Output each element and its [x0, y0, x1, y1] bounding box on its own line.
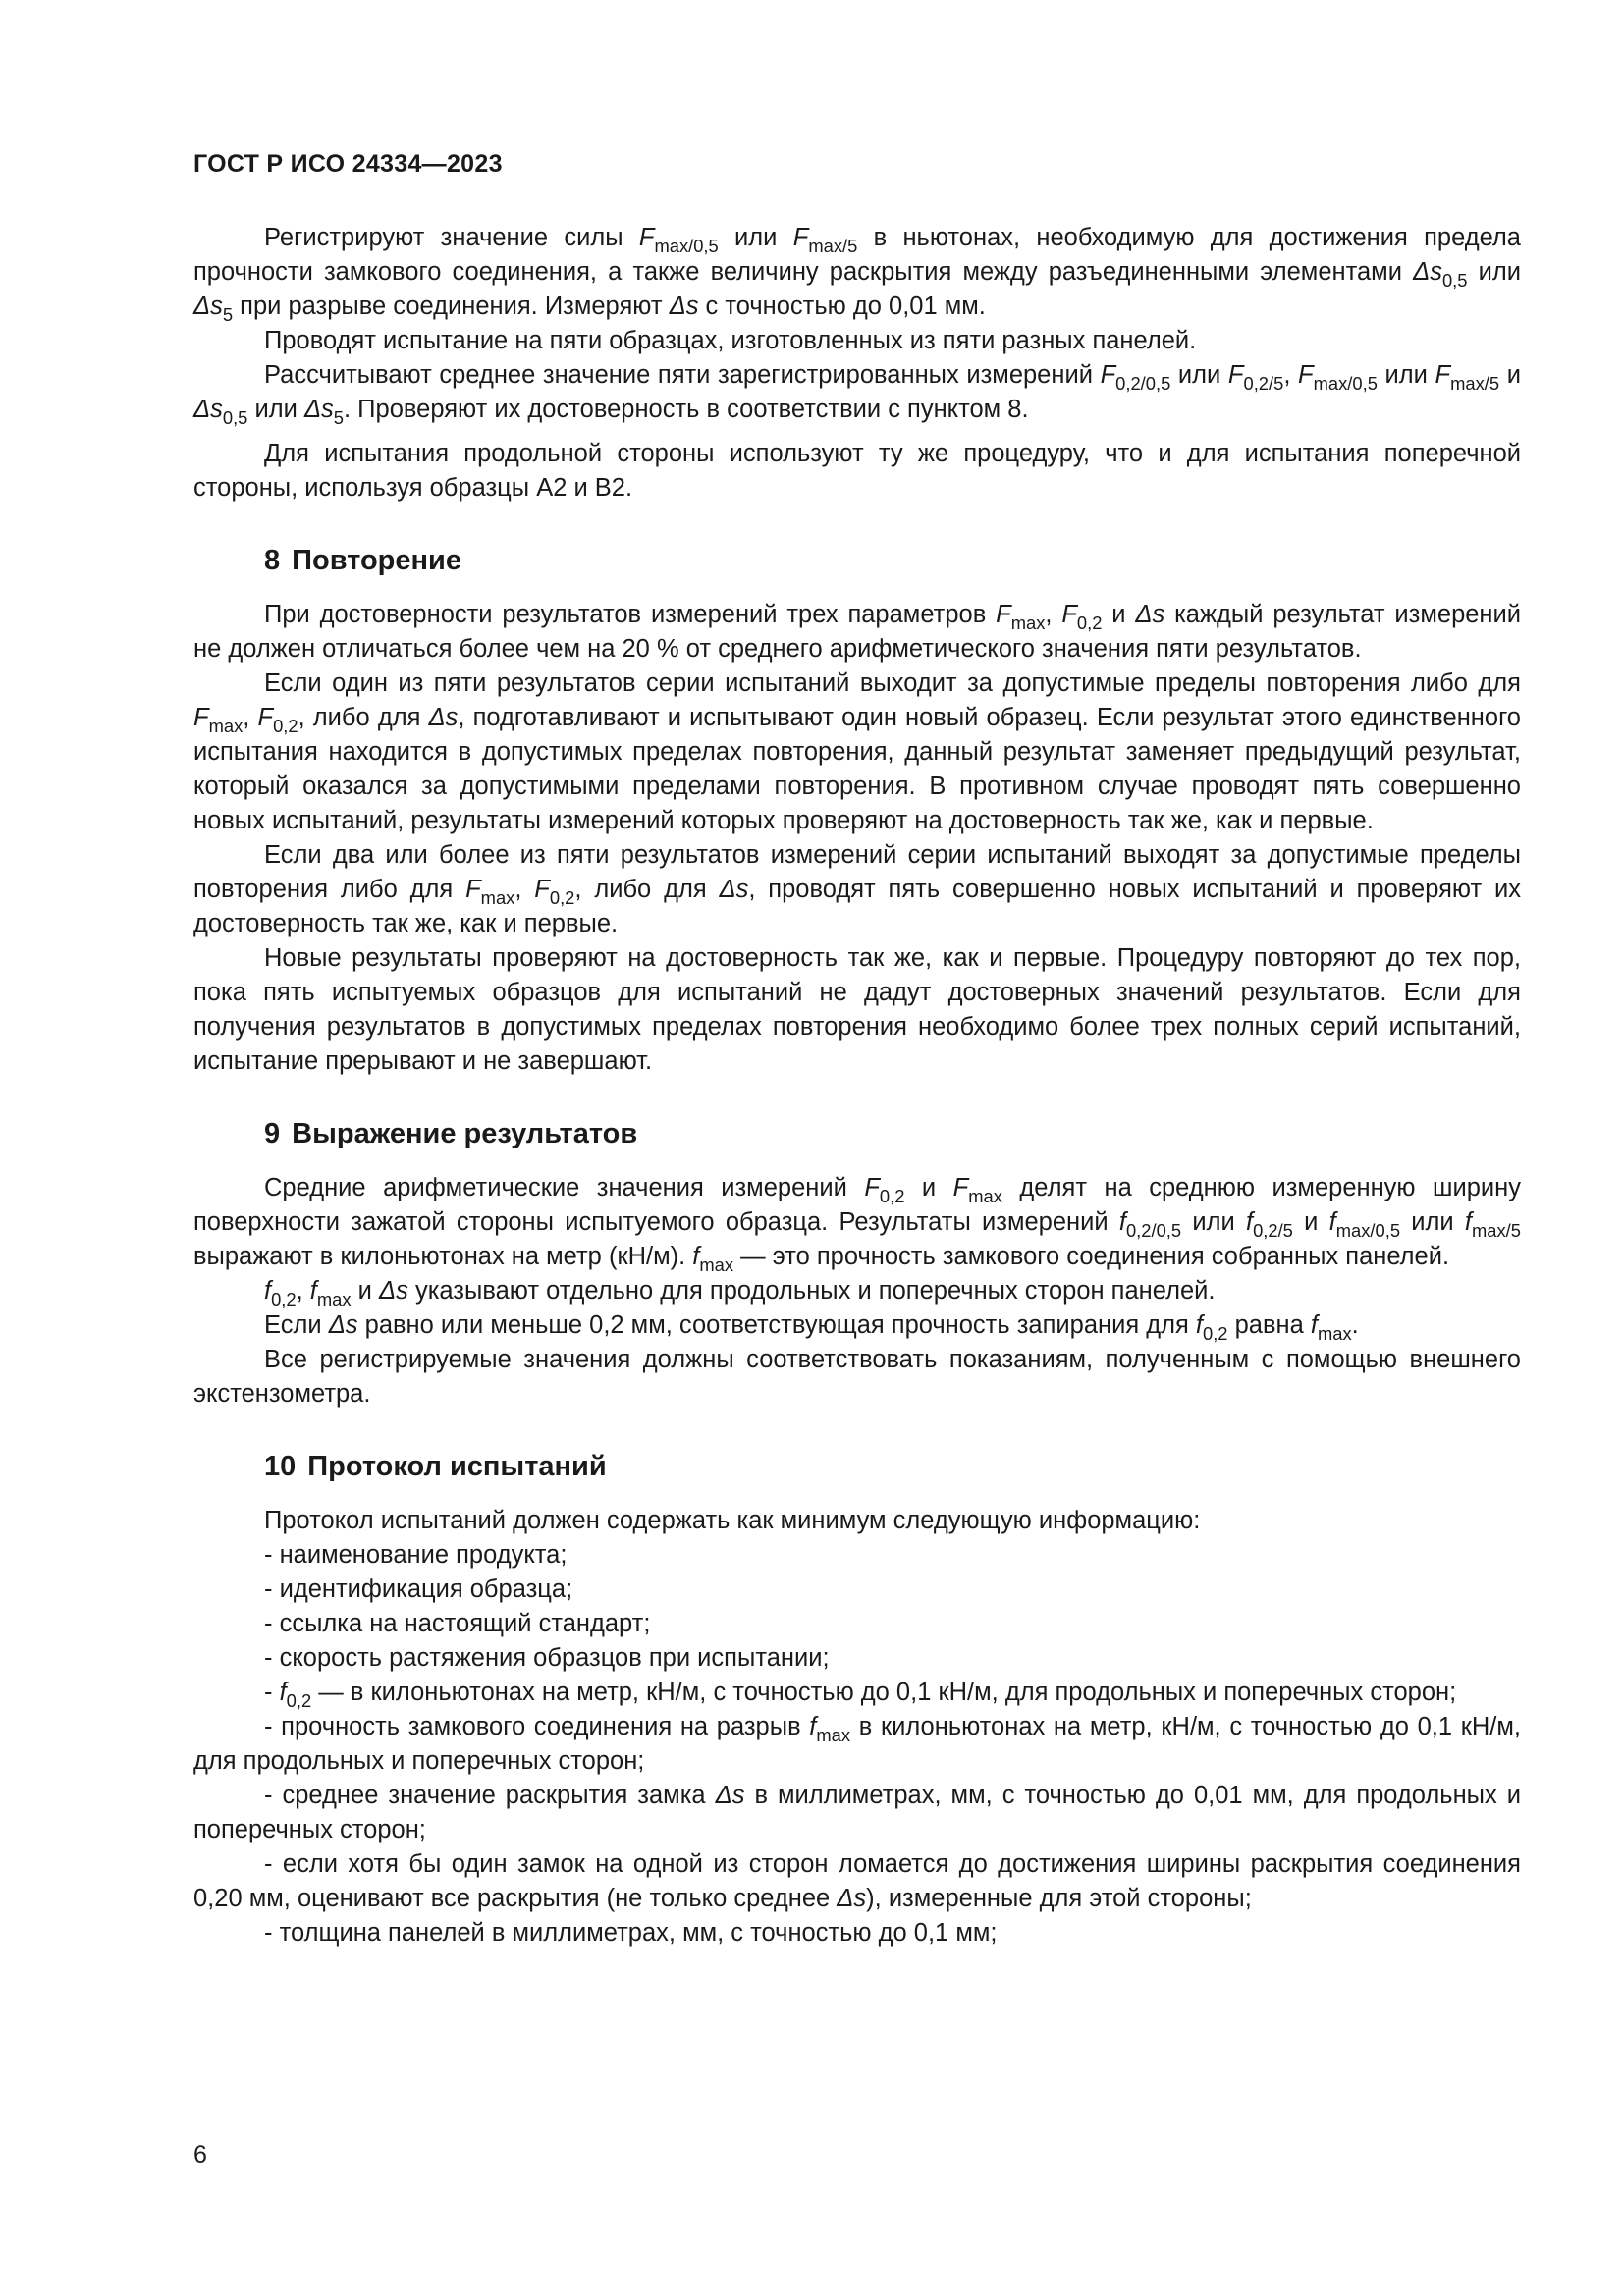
list-item: - идентификация образца; [264, 1575, 573, 1603]
section-heading-10: 10 Протокол испытаний [264, 1451, 607, 1482]
paragraph: Все регистрируемые значения должны соответствовать показаниям, полученным с помощью внешнего экстензометра. [193, 1346, 1521, 1408]
paragraph: Проводят испытание на пяти образцах, изготовленных из пяти разных панелей. [264, 327, 1197, 354]
section-heading-9: 9 Выражение результатов [264, 1118, 638, 1149]
paragraph: Средние арифметические значения измерений $F_{0,2}$ и $F_{max}$ делят на среднюю измеренную ширину поверхности зажатой стороны испытуемого образца. Результаты измерений $f_{0,2/0,5}$ или $f_{0,2/5}$ и $f_{max/0,5}$ или $f_{max/5}$ выражают в килоньютонах на метр (кН/м). $f_{max}$ — это прочность замкового соединения собранных панелей. [193, 1174, 1522, 1275]
list-item: - $f_{0,2}$ — в килоньютонах на метр, кН/м, с точностью до 0,1 кН/м, для продольных и поперечных сторон; [264, 1679, 1457, 1711]
document-body [193, 221, 1521, 1950]
section-heading-8: 8 Повторение [264, 545, 461, 576]
list-item: - прочность замкового соединения на разрыв $f_{max}$ в килоньютонах на метр, кН/м, с точностью до 0,1 кН/м, для продольных и поперечных сторон; [193, 1713, 1521, 1775]
list-item: - среднее значение раскрытия замка Δs в миллиметрах, мм, с точностью до 0,01 мм, для продольных и поперечных сторон; [193, 1782, 1522, 1843]
paragraph: Регистрируют значение силы $F_{max/0,5}$ или $F_{max/5}$ в ньютонах, необходимую для достижения предела прочности замкового соединения, а также величину раскрытия между разъединенными элементами $\Delta s_{0,5}$ или $\Delta s_5$ при разрыве соединения. Измеряют Δs с точностью до 0,01 мм. [193, 224, 1521, 325]
page-number: 6 [193, 2141, 207, 2168]
list-item: - если хотя бы один замок на одной из сторон ломается до достижения ширины раскрытия соединения 0,20 мм, оценивают все раскрытия (не только среднее Δs), измеренные для этой стороны; [193, 1850, 1521, 1912]
paragraph: При достоверности результатов измерений трех параметров $F_{max}$, $F_{0,2}$ и Δs каждый результат измерений не должен отличаться более чем на 20 % от среднего арифметического значения пяти результатов. [193, 601, 1522, 663]
list-item: - скорость растяжения образцов при испытании; [264, 1644, 830, 1672]
paragraph: Новые результаты проверяют на достоверность так же, как и первые. Процедуру повторяют до тех пор, пока пять испытуемых образцов для испытаний не дадут достоверных значений результатов. Если для получения результатов в допустимых пределах повторения необходимо более трех полных серий испытаний, испытание прерывают и не завершают. [193, 944, 1521, 1075]
list-item: - наименование продукта; [264, 1541, 568, 1569]
paragraph: Если один из пяти результатов серии испытаний выходит за допустимые пределы повторения либо для $F_{max}$, $F_{0,2}$, либо для Δs, подготавливают и испытывают один новый образец. Если результат этого единственного испытания находится в допустимых пределах повторения, данный результат заменяет предыдущий результат, который оказался за допустимыми пределами повторения. В противном случае проводят пять совершенно новых испытаний, результаты измерений которых проверяют на достоверность так же, как и первые. [193, 669, 1521, 834]
paragraph: Если Δs равно или меньше 0,2 мм, соответствующая прочность запирания для $f_{0,2}$ равна $f_{max}$. [264, 1311, 1359, 1344]
list-item: - толщина панелей в миллиметрах, мм, с точностью до 0,1 мм; [264, 1919, 998, 1947]
document-header: ГОСТ Р ИСО 24334—2023 [193, 150, 503, 178]
paragraph: Для испытания продольной стороны используют ту же процедуру, что и для испытания поперечной стороны, используя образцы А2 и В2. [193, 440, 1521, 502]
paragraph: Протокол испытаний должен содержать как минимум следующую информацию: [264, 1507, 1201, 1534]
paragraph: Рассчитывают среднее значение пяти зарегистрированных измерений $F_{0,2/0,5}$ или $F_{0,2/5}$, $F_{max/0,5}$ или $F_{max/5}$ и $\Delta s_{0,5}$ или $\Delta s_5$. Проверяют их достоверность в соответствии с пунктом 8. [193, 361, 1521, 428]
list-item: - ссылка на настоящий стандарт; [264, 1610, 651, 1637]
paragraph: Если два или более из пяти результатов измерений серии испытаний выходят за допустимые пределы повторения либо для $F_{max}$, $F_{0,2}$, либо для Δs, проводят пять совершенно новых испытаний и проверяют их достоверность так же, как и первые. [193, 841, 1522, 937]
paragraph: $f_{0,2}$, $f_{max}$ и Δs указывают отдельно для продольных и поперечных сторон панелей. [264, 1277, 1216, 1309]
